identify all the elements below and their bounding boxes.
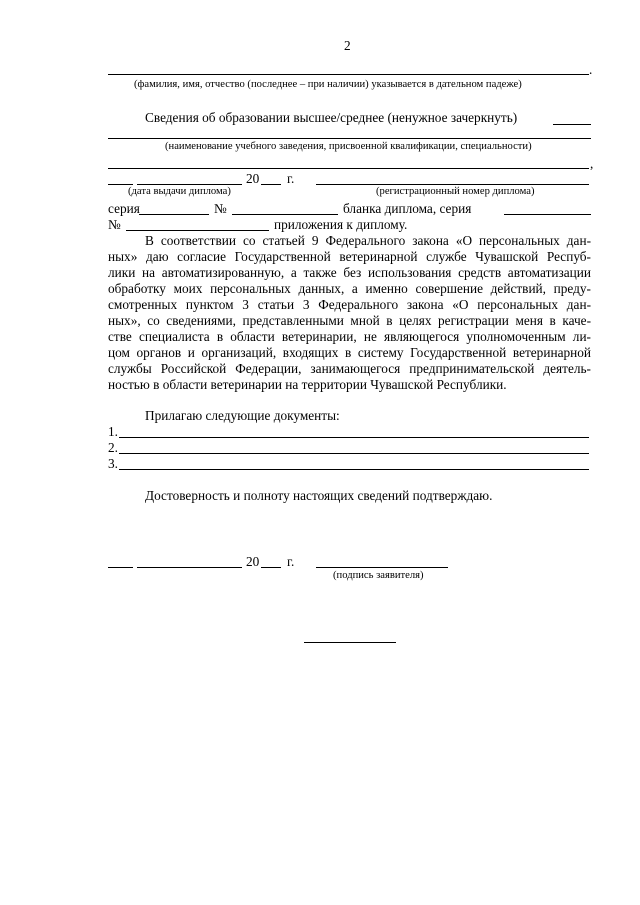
consent-line: службы Российской Федерации, занимающегося предпринимательской деятель- <box>108 361 591 376</box>
fio-line <box>108 74 589 75</box>
page-number: 2 <box>344 38 351 53</box>
signature-line <box>316 567 448 568</box>
fio-line-dot: . <box>589 62 593 77</box>
sign-year-line <box>261 567 281 568</box>
attach-item-number: 2. <box>108 440 118 455</box>
sign-month-line <box>137 567 242 568</box>
signature-note: (подпись заявителя) <box>333 570 424 581</box>
consent-line: В соответствии со статьей 9 Федерального закона «О персональных дан- <box>145 233 591 248</box>
diploma-day-line <box>108 184 133 185</box>
consent-line: ных» даю согласие Государственной ветеринарной службе Чувашской Респуб- <box>108 249 591 264</box>
blank-series-line <box>504 214 591 215</box>
education-line <box>553 124 591 125</box>
confirm-text: Достоверность и полноту настоящих сведений подтверждаю. <box>145 488 493 503</box>
diploma-reg-line <box>316 184 589 185</box>
diploma-year-suffix: г. <box>287 171 295 186</box>
attach-item-number: 1. <box>108 424 118 439</box>
blank-series-label: бланка диплома, серия <box>343 201 472 216</box>
fio-note: (фамилия, имя, отчество (последнее – при наличии) указывается в дательном падеже) <box>134 79 522 90</box>
attach-item-line <box>119 437 589 438</box>
diploma-month-line <box>137 184 242 185</box>
sign-day-line <box>108 567 133 568</box>
number-sign-1: № <box>214 201 227 216</box>
appendix-label: приложения к диплому. <box>274 217 408 232</box>
number-sign-2: № <box>108 217 121 232</box>
attach-item-number: 3. <box>108 456 118 471</box>
consent-line: стве специалиста в области ветеринарии, не являющегося уполномоченным ли- <box>108 329 591 344</box>
consent-line: смотренных пунктом 3 статьи 3 Федерального закона «О персональных дан- <box>108 297 591 312</box>
number-line-1 <box>232 214 338 215</box>
institution-line-comma: , <box>590 156 594 171</box>
sign-year-prefix: 20 <box>246 554 260 569</box>
attach-label: Прилагаю следующие документы: <box>145 408 340 423</box>
consent-line: ных», со сведениями, представленными мной в целях регистрации меня в каче- <box>108 313 591 328</box>
appendix-number-line <box>126 230 269 231</box>
series-label: серия <box>108 201 140 216</box>
consent-line: обработку моих персональных данных, а именно совершение действий, преду- <box>108 281 591 296</box>
diploma-reg-note: (регистрационный номер диплома) <box>376 186 535 197</box>
consent-line: лики на автоматизированную, а также без использования средств автоматизации <box>108 265 591 280</box>
institution-line-1 <box>108 138 591 139</box>
education-label: Сведения об образовании высшее/среднее (ненужное зачеркнуть) <box>145 110 518 125</box>
diploma-year-line <box>261 184 281 185</box>
institution-note: (наименование учебного заведения, присвоенной квалификации, специальности) <box>165 141 532 152</box>
end-separator <box>304 642 396 643</box>
attach-item-line <box>119 453 589 454</box>
institution-line-2 <box>108 168 589 169</box>
diploma-date-note: (дата выдачи диплома) <box>128 186 231 197</box>
consent-line: ностью в области ветеринарии на территории Чувашской Республики. <box>108 377 507 392</box>
attach-item-line <box>119 469 589 470</box>
diploma-year-prefix: 20 <box>246 171 260 186</box>
series-line <box>139 214 209 215</box>
consent-line: цом органов и организаций, входящих в систему Государственной ветеринарной <box>108 345 591 360</box>
sign-year-suffix: г. <box>287 554 295 569</box>
